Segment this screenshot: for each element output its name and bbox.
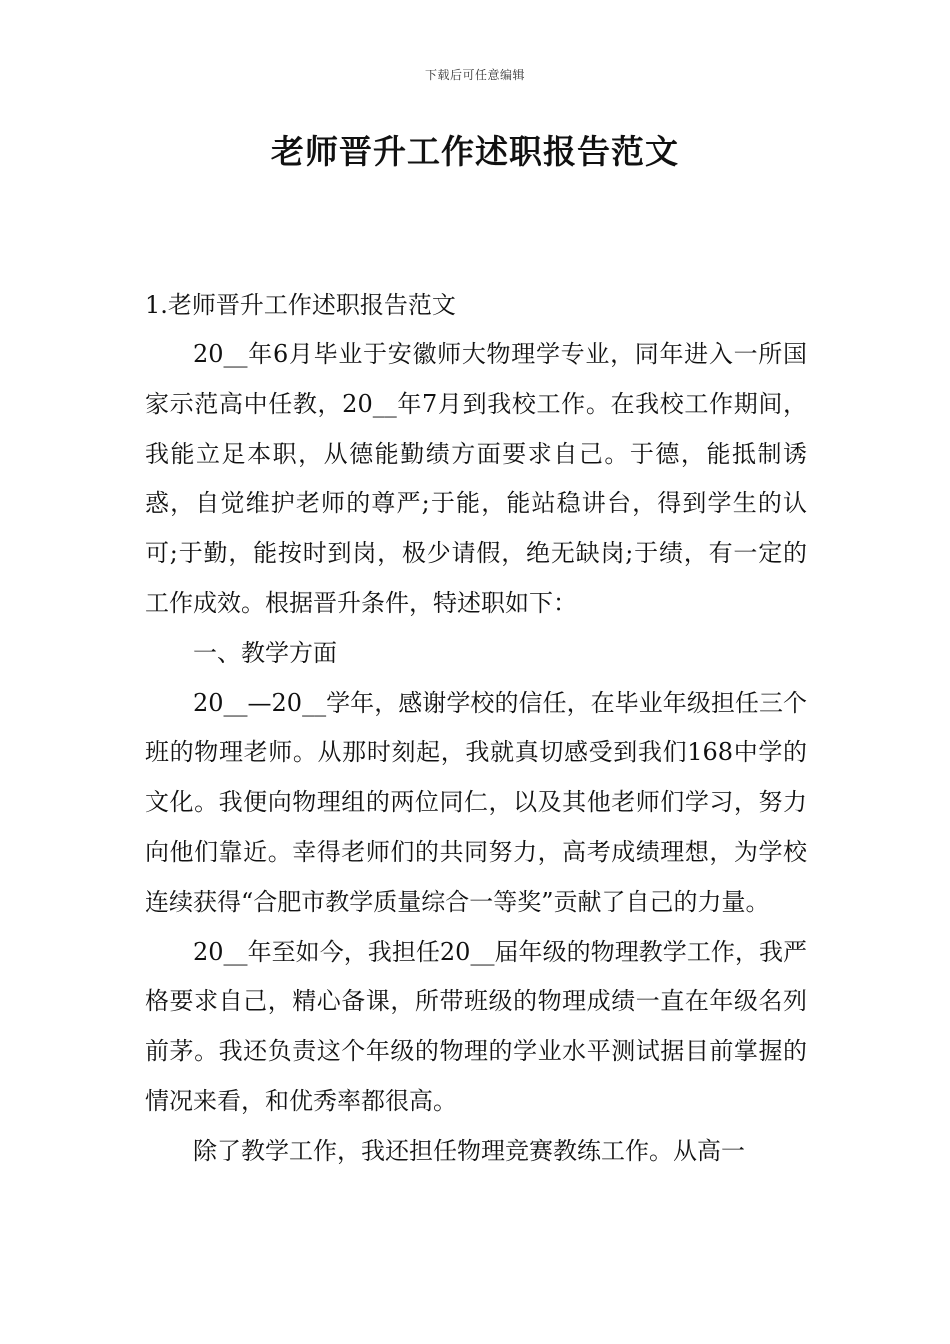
- paragraph-intro: 20__年6月毕业于安徽师大物理学专业，同年进入一所国家示范高中任教，20__年7月到我校工作。在我校工作期间，我能立足本职，从德能勤绩方面要求自己。于德，能抵制诱惑，自觉维护老师的尊严;于能，能站稳讲台，得到学生的认可;于勤，能按时到岗，极少请假，绝无缺岗;于绩，有一定的工作成效。根据晋升条件，特述职如下：: [145, 340, 807, 617]
- paragraph-subheading-teaching: 一、教学方面: [193, 638, 337, 667]
- document-title: 老师晋升工作述职报告范文: [271, 132, 679, 171]
- document-body: [145, 280, 807, 1177]
- paragraph-current-teaching: 20__年至如今，我担任20__届年级的物理教学工作，我严格要求自己，精心备课，所带班级的物理成绩一直在年级名列前茅。我还负责这个年级的物理的学业水平测试据目前掌握的情况来看，和优秀率都很高。: [145, 937, 807, 1115]
- paragraph-competition-coach: 除了教学工作，我还担任物理竞赛教练工作。从高一: [193, 1136, 745, 1165]
- section-heading: 1.老师晋升工作述职报告范文: [145, 291, 456, 319]
- header-note: 下载后可任意编辑: [424, 68, 525, 82]
- paragraph-graduating-year: 20__—20__学年，感谢学校的信任，在毕业年级担任三个班的物理老师。从那时刻起，我就真切感受到我们168中学的文化。我便向物理组的两位同仁，以及其他老师们学习，努力向他们靠近。幸得老师们的共同努力，高考成绩理想，为学校连续获得“合肥市教学质量综合一等奖”贡献了自己的力量。: [145, 688, 807, 916]
